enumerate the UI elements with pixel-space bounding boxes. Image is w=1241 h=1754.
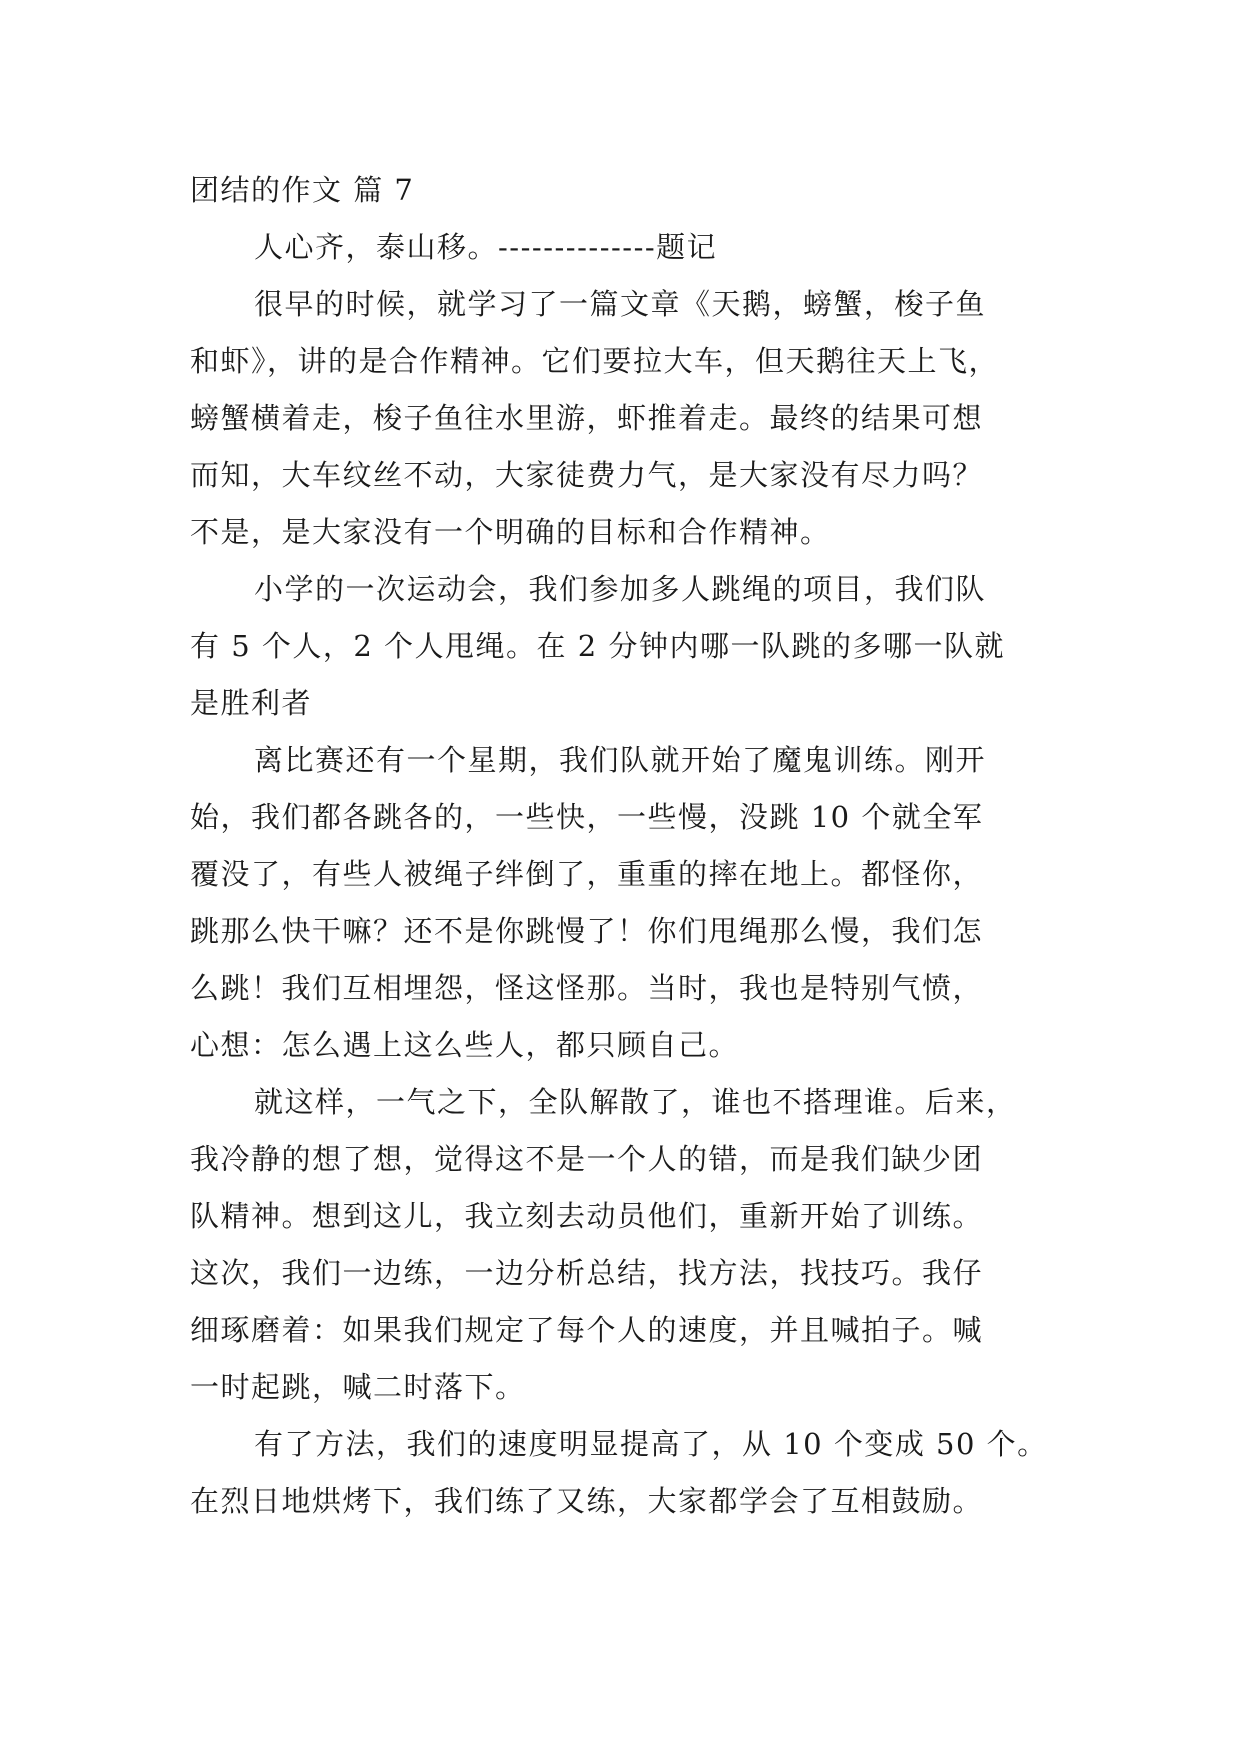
text-line: 小学的一次运动会，我们参加多人跳绳的项目，我们队: [254, 572, 987, 606]
text-line: 而知，大车纹丝不动，大家徒费力气，是大家没有尽力吗？: [190, 458, 984, 492]
text-line: 不是，是大家没有一个明确的目标和合作精神。: [190, 515, 831, 549]
text-line: 一时起跳，喊二时落下。: [190, 1370, 526, 1404]
text-line: 螃蟹横着走，梭子鱼往水里游，虾推着走。最终的结果可想: [190, 401, 984, 435]
paragraph-reflection: [190, 1074, 1060, 1416]
text-line: 覆没了，有些人被绳子绊倒了，重重的摔在地上。都怪你，: [190, 857, 984, 891]
essay-title: 团结的作文 篇 7: [190, 173, 415, 207]
text-line: 有了方法，我们的速度明显提高了，从 10 个变成 50 个。: [254, 1427, 1048, 1461]
essay-body: [190, 162, 1060, 1530]
text-line: 离比赛还有一个星期，我们队就开始了魔鬼训练。刚开: [254, 743, 987, 777]
paragraph-sports-meet: [190, 561, 1060, 732]
text-line: 很早的时候，就学习了一篇文章《天鹅，螃蟹，梭子鱼: [254, 287, 987, 321]
text-line: 在烈日地烘烤下，我们练了又练，大家都学会了互相鼓励。: [190, 1484, 984, 1518]
text-line: 么跳！我们互相埋怨，怪这怪那。当时，我也是特别气愤，: [190, 971, 984, 1005]
text-line: 有 5 个人，2 个人甩绳。在 2 分钟内哪一队跳的多哪一队就: [190, 629, 1005, 663]
text-line: 就这样，一气之下，全队解散了，谁也不搭理谁。后来，: [254, 1085, 1017, 1119]
text-line: 是胜利者: [190, 686, 313, 720]
text-line: 人心齐，泰山移。--------------题记: [254, 230, 718, 264]
paragraph-story-intro: [190, 276, 1060, 561]
text-line: 我冷静的想了想，觉得这不是一个人的错，而是我们缺少团: [190, 1142, 984, 1176]
text-line: 和虾》，讲的是合作精神。它们要拉大车，但天鹅往天上飞，: [190, 344, 1000, 378]
paragraph-training: [190, 732, 1060, 1074]
text-line: 跳那么快干嘛？还不是你跳慢了！你们甩绳那么慢，我们怎: [190, 914, 984, 948]
text-line: 这次，我们一边练，一边分析总结，找方法，找技巧。我仔: [190, 1256, 984, 1290]
text-line: 始，我们都各跳各的，一些快，一些慢，没跳 10 个就全军: [190, 800, 984, 834]
text-line: 心想：怎么遇上这么些人，都只顾自己。: [190, 1028, 740, 1062]
text-line: 细琢磨着：如果我们规定了每个人的速度，并且喊拍子。喊: [190, 1313, 984, 1347]
text-line: 队精神。想到这儿，我立刻去动员他们，重新开始了训练。: [190, 1199, 984, 1233]
paragraph-progress: [190, 1416, 1060, 1530]
paragraph-epigraph: [190, 219, 1060, 276]
